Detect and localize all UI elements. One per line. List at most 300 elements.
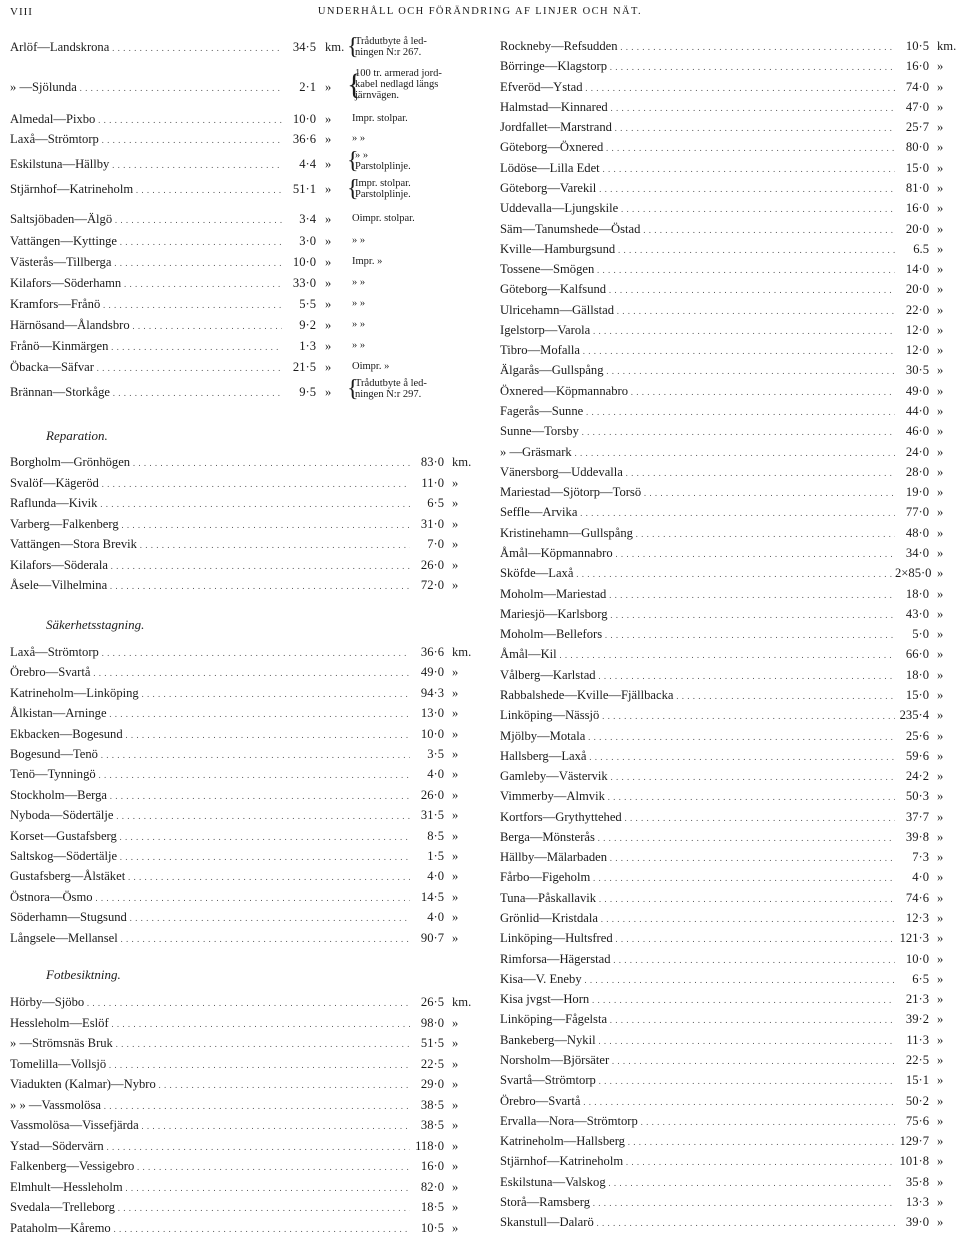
length-unit: »	[937, 1134, 944, 1149]
entry-row	[10, 1219, 480, 1237]
route-name: Skanstull—Dalarö . . .	[500, 1213, 895, 1232]
route-name: Linköping—Hultsfred . . .	[500, 929, 895, 948]
length-unit: »	[452, 869, 459, 884]
entry-row	[500, 159, 955, 177]
length-unit: »	[452, 1138, 459, 1153]
length-unit: »	[937, 667, 944, 682]
route-name: Vattängen—Kyttinge . . .	[10, 232, 282, 251]
route-length: 44·0	[905, 404, 929, 419]
entry-row	[10, 1157, 480, 1175]
route-name: Gustafsberg—Ålstäket . . .	[10, 867, 410, 886]
length-unit: »	[452, 1179, 459, 1194]
route-name: Arlöf—Landskrona . . .	[10, 38, 282, 57]
entry-row	[500, 98, 955, 116]
length-unit: »	[325, 157, 332, 171]
route-name: Frånö—Kinmärgen . . .	[10, 337, 282, 356]
route-length: 25·7	[905, 120, 929, 135]
length-unit: »	[937, 708, 944, 723]
route-name: » —Strömsnäs Bruk . . .	[10, 1034, 410, 1053]
route-name: Östnora—Ösmo . . .	[10, 888, 410, 907]
route-name: Bogesund—Tenö . . .	[10, 745, 410, 764]
entry-row	[500, 1051, 955, 1069]
entry-row	[10, 867, 480, 885]
entry-row	[500, 118, 955, 136]
route-name: Storå—Ramsberg . . .	[500, 1193, 895, 1212]
route-length: 28·0	[905, 464, 929, 479]
length-unit: »	[937, 59, 944, 74]
entry-row	[10, 888, 480, 906]
route-name: Tenö—Tynningö . . .	[10, 765, 410, 784]
route-name: Börringe—Klagstorp . . .	[500, 57, 895, 76]
length-unit: »	[452, 930, 459, 945]
length-unit: »	[937, 424, 944, 439]
route-length: 4·0	[427, 869, 444, 884]
entry-row	[500, 37, 955, 55]
length-unit: »	[937, 687, 944, 702]
length-unit: »	[452, 1036, 459, 1050]
length-unit: »	[452, 1097, 459, 1112]
route-length: 18·0	[905, 667, 929, 682]
length-unit: »	[452, 1220, 459, 1235]
entry-row	[500, 808, 955, 826]
length-unit: »	[937, 911, 944, 926]
route-length: 30·5	[905, 363, 929, 378]
remark: » »	[352, 277, 366, 288]
entry-row	[500, 341, 955, 359]
route-name: Tossene—Smögen . . .	[500, 260, 895, 279]
route-length: 235·4	[899, 708, 929, 723]
route-length: 2·1	[299, 80, 316, 94]
length-unit: »	[937, 343, 944, 358]
length-unit: »	[452, 726, 459, 741]
length-unit: »	[937, 627, 944, 642]
route-name: Lödöse—Lilla Edet . . .	[500, 159, 895, 178]
length-unit: »	[452, 516, 459, 531]
entry-row	[10, 556, 480, 574]
route-length: 6·5	[427, 496, 444, 510]
entry-row	[10, 786, 480, 804]
entry-row	[500, 1031, 955, 1049]
route-name: Pataholm—Kåremo . . .	[10, 1219, 410, 1238]
route-length: 51·5	[420, 1036, 444, 1050]
route-length: 22·0	[905, 302, 929, 317]
remark: » »	[352, 340, 366, 351]
route-name: Sköfde—Laxå . . .	[500, 564, 895, 583]
entry-row	[500, 483, 955, 501]
route-length: 39·2	[905, 1012, 929, 1027]
route-name: Kilafors—Söderala . . .	[10, 556, 410, 575]
entry-row	[10, 274, 480, 292]
route-name: Saltskog—Södertälje . . .	[10, 847, 410, 866]
length-unit: km.	[452, 995, 472, 1009]
length-unit: »	[937, 728, 944, 743]
length-unit: »	[452, 475, 459, 490]
route-name: Laxå—Strömtorp . . .	[10, 643, 410, 662]
route-name: Katrineholm—Hallsberg . . .	[500, 1132, 895, 1151]
length-unit: »	[937, 160, 944, 175]
remark-line: Parstolplinje.	[355, 161, 411, 172]
remark-line: kabel nedlagd längs	[355, 79, 439, 90]
route-length: 43·0	[905, 606, 929, 621]
entry-row	[500, 1193, 955, 1211]
length-unit: »	[937, 120, 944, 135]
brace-symbol: {	[347, 34, 359, 60]
remark-line: järnvägen.	[355, 90, 400, 101]
entry-row	[500, 321, 955, 339]
entry-row	[10, 725, 480, 743]
remark-line: » »	[355, 150, 369, 161]
route-length: 82·0	[420, 1179, 444, 1194]
entry-row	[10, 745, 480, 763]
page-number: VIII	[10, 6, 33, 18]
length-unit: »	[452, 889, 459, 904]
route-length: 77·0	[905, 505, 929, 520]
entry-row	[500, 848, 955, 866]
length-unit: »	[937, 647, 944, 662]
route-name: Fagerås—Sunne . . .	[500, 402, 895, 421]
brace-symbol: {	[347, 376, 359, 402]
route-name: Moholm—Mariestad . . .	[500, 585, 895, 604]
route-name: Vålberg—Karlstad . . .	[500, 666, 895, 685]
length-unit: »	[937, 1194, 944, 1209]
route-name: Mariestad—Sjötorp—Torsö . . .	[500, 483, 895, 502]
length-unit: »	[452, 849, 459, 863]
route-length: 50·3	[905, 789, 929, 804]
entry-row	[10, 1137, 480, 1155]
entry-row	[10, 1055, 480, 1073]
length-unit: »	[325, 385, 332, 399]
route-length: 5·0	[912, 627, 929, 642]
length-unit: »	[325, 297, 332, 311]
route-name: Stockholm—Berga . . .	[10, 786, 410, 805]
length-unit: »	[325, 112, 332, 126]
length-unit: »	[937, 566, 944, 581]
route-name: Svartå—Strömtorp . . .	[500, 1071, 895, 1090]
route-name: Mjölby—Motala . . .	[500, 727, 895, 746]
entry-row	[500, 1112, 955, 1130]
entry-row	[10, 453, 480, 471]
brace-symbol: {	[347, 68, 362, 101]
entry-row	[10, 110, 480, 128]
route-length: 36·6	[420, 645, 444, 659]
entry-row	[10, 663, 480, 681]
route-name: Kramfors—Frånö . . .	[10, 295, 282, 314]
route-length: 8·5	[427, 828, 444, 843]
remark-note	[347, 376, 427, 402]
remark: Impr. »	[352, 256, 383, 267]
route-length: 26·0	[420, 557, 444, 572]
route-length: 10·0	[292, 112, 316, 126]
route-length: 37·7	[905, 809, 929, 824]
route-name: Varberg—Falkenberg . . .	[10, 515, 410, 534]
route-name: Saltsjöbaden—Älgö . . .	[10, 210, 282, 229]
length-unit: »	[325, 360, 332, 374]
length-unit: »	[325, 132, 332, 146]
entry-row	[500, 950, 955, 968]
route-length: 10·5	[420, 1220, 444, 1235]
remark-note	[347, 68, 442, 101]
length-unit: »	[937, 1053, 944, 1067]
route-length: 7·3	[912, 850, 929, 865]
route-name: » —Sjölunda . . .	[10, 78, 282, 97]
route-length: 4·0	[427, 910, 444, 925]
route-name: Stjärnhof—Katrineholm . . .	[500, 1152, 895, 1171]
route-length: 15·0	[905, 687, 929, 702]
route-length: 15·0	[905, 160, 929, 175]
route-name: Ekbacken—Bogesund . . .	[10, 725, 410, 744]
route-length: 13·3	[905, 1194, 929, 1209]
route-length: 18·5	[420, 1200, 444, 1214]
route-name: Rabbalshede—Kville—Fjällbacka . . .	[500, 686, 895, 705]
route-length: 5·5	[299, 297, 316, 311]
route-length: 59·6	[905, 748, 929, 763]
route-length: 72·0	[420, 578, 444, 592]
route-name: Stjärnhof—Katrineholm . . .	[10, 180, 282, 199]
length-unit: »	[937, 1113, 944, 1128]
length-unit: »	[937, 201, 944, 216]
entry-row	[500, 686, 955, 704]
route-length: 35·8	[905, 1174, 929, 1189]
remark-line: Parstolplinje.	[355, 189, 411, 200]
entry-row	[500, 828, 955, 846]
route-name: Vimmerby—Almvik . . .	[500, 787, 895, 806]
length-unit: »	[452, 557, 459, 572]
entry-row	[10, 1116, 480, 1134]
route-length: 38·5	[420, 1097, 444, 1112]
entry-row	[10, 993, 480, 1011]
remark: Oimpr. »	[352, 361, 390, 372]
entry-row	[500, 1173, 955, 1191]
entry-row	[500, 645, 955, 663]
route-length: 1·5	[427, 849, 444, 863]
length-unit: »	[937, 99, 944, 114]
entry-row	[10, 765, 480, 783]
route-length: 10·0	[420, 726, 444, 741]
route-length: 121·3	[899, 931, 929, 946]
route-length: 21·3	[905, 992, 929, 1007]
route-length: 38·5	[420, 1118, 444, 1132]
length-unit: »	[937, 282, 944, 297]
length-unit: »	[937, 586, 944, 601]
length-unit: »	[937, 1174, 944, 1189]
route-length: 24·2	[905, 769, 929, 784]
route-name: Katrineholm—Linköping . . .	[10, 684, 410, 703]
route-length: 51·1	[292, 182, 316, 196]
length-unit: »	[937, 302, 944, 317]
entry-row	[10, 474, 480, 492]
length-unit: »	[452, 767, 459, 782]
entry-row	[500, 57, 955, 75]
section-title: Säkerhetsstagning.	[46, 617, 145, 632]
route-name: Seffle—Arvika . . .	[500, 503, 895, 522]
route-length: 29·0	[420, 1077, 444, 1091]
entry-row	[10, 253, 480, 271]
route-length: 4·4	[299, 157, 316, 171]
entry-row	[10, 684, 480, 702]
remark: Oimpr. stolpar.	[352, 213, 415, 224]
length-unit: »	[452, 1118, 459, 1132]
length-unit: »	[452, 496, 459, 510]
route-name: Efveröd—Ystad . . .	[500, 78, 895, 97]
remark-note	[347, 176, 411, 202]
route-length: 74·0	[905, 79, 929, 94]
route-name: Norsholm—Björsäter . . .	[500, 1051, 895, 1070]
route-length: 118·0	[415, 1138, 444, 1153]
entry-row	[10, 232, 480, 250]
route-name: Borgholm—Grönhögen . . .	[10, 453, 410, 472]
route-name: Svalöf—Kägeröd . . .	[10, 474, 410, 493]
length-unit: »	[325, 318, 332, 332]
entry-row	[10, 358, 480, 376]
entry-row	[500, 564, 955, 582]
route-length: 20·0	[905, 221, 929, 236]
entry-row	[500, 787, 955, 805]
route-name: Hällby—Mälarbaden . . .	[500, 848, 895, 867]
route-name: Falkenberg—Vessigebro . . .	[10, 1157, 410, 1176]
route-name: Tomelilla—Vollsjö . . .	[10, 1055, 410, 1074]
route-length: 13·0	[420, 706, 444, 721]
route-name: Viadukten (Kalmar)—Nybro . . .	[10, 1075, 410, 1094]
route-name: Åmål—Kil . . .	[500, 645, 895, 664]
route-length: 101·8	[899, 1154, 929, 1169]
length-unit: »	[937, 850, 944, 865]
length-unit: »	[937, 383, 944, 398]
remark-line: Impr. stolpar.	[355, 178, 411, 189]
route-name: Göteborg—Varekil . . .	[500, 179, 895, 198]
length-unit: »	[452, 685, 459, 700]
route-name: Kisa jvgst—Horn . . .	[500, 990, 895, 1009]
route-length: 81·0	[905, 180, 929, 195]
entry-row	[500, 280, 955, 298]
route-length: 25·6	[905, 728, 929, 743]
entry-row	[10, 1178, 480, 1196]
route-length: 9·5	[299, 385, 316, 399]
remark: » »	[352, 319, 366, 330]
route-length: 74·6	[905, 890, 929, 905]
length-unit: »	[937, 1032, 944, 1047]
route-name: Tuna—Påskallavik . . .	[500, 889, 895, 908]
route-name: Moholm—Bellefors . . .	[500, 625, 895, 644]
route-name: Söderhamn—Stugsund . . .	[10, 908, 410, 927]
route-length: 46·0	[905, 424, 929, 439]
entry-row	[10, 929, 480, 947]
route-length: 31·0	[420, 516, 444, 531]
length-unit: »	[937, 931, 944, 946]
route-name: Eskilstuna—Valskog . . .	[500, 1173, 895, 1192]
route-length: 3·0	[299, 234, 316, 248]
length-unit: »	[937, 221, 944, 236]
route-name: Laxå—Strömtorp . . .	[10, 130, 282, 149]
route-length: 12·3	[905, 911, 929, 926]
entry-row	[10, 643, 480, 661]
route-name: Nyboda—Södertälje . . .	[10, 806, 410, 825]
route-name: Långsele—Mellansel . . .	[10, 929, 410, 948]
remark: » »	[352, 298, 366, 309]
entry-row	[500, 443, 955, 461]
route-name: Säm—Tanumshede—Östad . . .	[500, 220, 895, 239]
length-unit: »	[452, 665, 459, 680]
length-unit: »	[452, 537, 459, 551]
length-unit: »	[452, 1015, 459, 1030]
entry-row	[10, 827, 480, 845]
length-unit: »	[452, 910, 459, 925]
route-length: 9·2	[299, 318, 316, 332]
entry-row	[10, 847, 480, 865]
route-length: 12·0	[905, 343, 929, 358]
length-unit: »	[452, 828, 459, 843]
route-length: 10·0	[292, 255, 316, 269]
route-length: 3·5	[427, 747, 444, 761]
route-length: 75·6	[905, 1113, 929, 1128]
route-length: 1·3	[299, 339, 316, 353]
section-title: Reparation.	[46, 428, 108, 443]
route-length: 7·0	[427, 537, 444, 551]
entry-row	[10, 806, 480, 824]
route-name: Härnösand—Ålandsbro . . .	[10, 316, 282, 335]
route-name: Kisa—V. Eneby . . .	[500, 970, 895, 989]
route-name: Rimforsa—Hägerstad . . .	[500, 950, 895, 969]
entry-row	[500, 909, 955, 927]
remark-line: 100 tr. armerad jord-	[355, 68, 442, 79]
route-length: 20·0	[905, 282, 929, 297]
entry-row	[10, 1014, 480, 1032]
route-name: Öbacka—Säfvar . . .	[10, 358, 282, 377]
route-name: Bankeberg—Nykil . . .	[500, 1031, 895, 1050]
length-unit: »	[325, 339, 332, 353]
route-name: Uddevalla—Ljungskile . . .	[500, 199, 895, 218]
length-unit: »	[937, 525, 944, 540]
length-unit: »	[325, 276, 332, 290]
route-length: 6.5	[913, 241, 929, 256]
length-unit: »	[937, 140, 944, 155]
route-name: Göteborg—Kalfsund . . .	[500, 280, 895, 299]
entry-row	[500, 1213, 955, 1231]
route-length: 19·0	[905, 485, 929, 500]
remark-line: Trådutbyte å led-	[355, 36, 427, 47]
length-unit: »	[937, 546, 944, 560]
length-unit: »	[937, 241, 944, 256]
route-name: Västerås—Tillberga . . .	[10, 253, 282, 272]
entry-row	[10, 1198, 480, 1216]
page-header	[0, 6, 960, 26]
route-length: 80·0	[905, 140, 929, 155]
length-unit: »	[452, 706, 459, 721]
entry-row	[10, 210, 480, 228]
entry-row	[500, 970, 955, 988]
route-length: 26·0	[420, 787, 444, 802]
route-length: 49·0	[905, 383, 929, 398]
length-unit: »	[937, 505, 944, 520]
remark-line: ningen N:r 297.	[355, 389, 422, 400]
route-length: 12·0	[905, 322, 929, 337]
length-unit: »	[325, 182, 332, 196]
route-name: Vattängen—Stora Brevik . . .	[10, 535, 410, 554]
entry-row	[10, 704, 480, 722]
length-unit: »	[325, 234, 332, 248]
route-name: Göteborg—Öxnered . . .	[500, 138, 895, 157]
route-name: Ulricehamn—Gällstad . . .	[500, 301, 895, 320]
length-unit: »	[937, 1073, 944, 1088]
route-name: Elmhult—Hessleholm . . .	[10, 1178, 410, 1197]
remark-note	[347, 148, 411, 174]
length-unit: »	[325, 255, 332, 269]
entry-row	[500, 361, 955, 379]
route-length: 31·5	[420, 808, 444, 823]
entry-row	[500, 240, 955, 258]
length-unit: »	[452, 1159, 459, 1173]
entry-row	[500, 382, 955, 400]
entry-row	[500, 727, 955, 745]
